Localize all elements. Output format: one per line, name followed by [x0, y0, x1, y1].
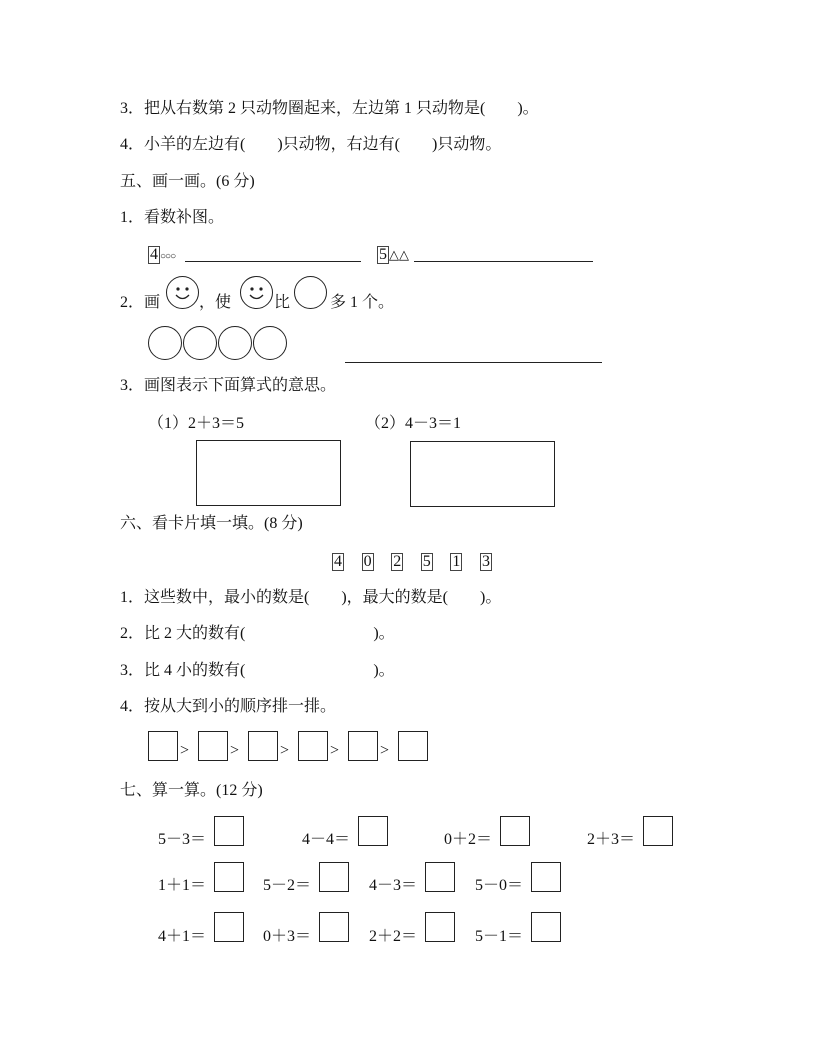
number-card: 2 — [393, 553, 402, 570]
equation: 2＋3＝ — [587, 831, 636, 848]
section-6-title: 六、看卡片填一填。(8 分) — [120, 515, 303, 532]
answer-box[interactable] — [214, 862, 244, 892]
smiley-icon — [240, 276, 273, 309]
equation-1: （1）2＋3＝5 — [148, 415, 245, 432]
section-5-q2-mid1: ，使 — [199, 294, 232, 311]
circle-shapes: ○○○ — [160, 251, 176, 262]
drawing-box-1[interactable] — [196, 440, 341, 506]
answer-box[interactable] — [531, 862, 561, 892]
answer-box[interactable] — [531, 912, 561, 942]
greater-than-sign: > — [180, 742, 190, 759]
answer-box[interactable] — [319, 862, 349, 892]
section-5-q2-suffix: 多 1 个。 — [330, 294, 395, 311]
equation: 4－3＝ — [369, 877, 418, 894]
number-card: 5 — [422, 553, 431, 570]
smiley-icon — [166, 276, 199, 309]
number-card: 4 — [150, 246, 158, 263]
question-4-3: 3．把从右数第 2 只动物圈起来，左边第 1 只动物是( )。 — [120, 100, 539, 117]
number-card: 1 — [452, 553, 461, 570]
equation: 4＋1＝ — [158, 928, 207, 945]
section-6-q4: 4．按从大到小的顺序排一排。 — [120, 698, 337, 715]
section-6-q2: 2．比 2 大的数有( )。 — [120, 625, 395, 642]
order-answer-box[interactable] — [198, 731, 228, 761]
answer-line-a[interactable] — [185, 261, 361, 262]
answer-box[interactable] — [319, 912, 349, 942]
equation-2: （2）4－3＝1 — [365, 415, 462, 432]
equation: 5－1＝ — [475, 928, 524, 945]
section-5-q2-mid2: 比 — [274, 294, 291, 311]
section-5-q1: 1．看数补图。 — [120, 209, 225, 226]
answer-line-b[interactable] — [414, 261, 593, 262]
equation: 5－3＝ — [158, 831, 207, 848]
equation: 5－2＝ — [263, 877, 312, 894]
number-card: 3 — [481, 553, 490, 570]
greater-than-sign: > — [280, 742, 290, 759]
order-answer-box[interactable] — [398, 731, 428, 761]
answer-box[interactable] — [425, 912, 455, 942]
answer-box[interactable] — [358, 816, 388, 846]
section-6-q1: 1．这些数中，最小的数是( )，最大的数是( )。 — [120, 589, 502, 606]
answer-line-q2[interactable] — [345, 362, 602, 363]
order-answer-box[interactable] — [298, 731, 328, 761]
number-card: 4 — [334, 553, 342, 570]
question-4-4: 4．小羊的左边有( )只动物，右边有( )只动物。 — [120, 136, 502, 153]
section-5-q3: 3．画图表示下面算式的意思。 — [120, 377, 337, 394]
equation: 4－4＝ — [302, 831, 351, 848]
equation: 0＋2＝ — [444, 831, 493, 848]
triangle-shapes: △△ — [389, 247, 409, 262]
answer-box[interactable] — [425, 862, 455, 892]
drawing-box-2[interactable] — [410, 441, 555, 507]
answer-box[interactable] — [214, 816, 244, 846]
section-6-q3: 3．比 4 小的数有( )。 — [120, 662, 395, 679]
greater-than-sign: > — [380, 742, 390, 759]
count-figure-b — [377, 244, 409, 266]
equation: 0＋3＝ — [263, 928, 312, 945]
circle-icon — [218, 326, 252, 360]
circle-icon — [294, 276, 327, 309]
circle-icon — [253, 326, 287, 360]
equation: 2＋2＝ — [369, 928, 418, 945]
answer-box[interactable] — [500, 816, 530, 846]
greater-than-sign: > — [330, 742, 340, 759]
answer-box[interactable] — [214, 912, 244, 942]
number-card: 0 — [363, 553, 372, 570]
order-answer-box[interactable] — [148, 731, 178, 761]
equation: 1＋1＝ — [158, 877, 207, 894]
number-card: 5 — [379, 246, 387, 263]
order-answer-box[interactable] — [248, 731, 278, 761]
answer-box[interactable] — [643, 816, 673, 846]
number-cards — [332, 553, 492, 571]
order-answer-box[interactable] — [348, 731, 378, 761]
circle-icon — [148, 326, 182, 360]
section-5-title: 五、画一画。(6 分) — [120, 173, 255, 190]
count-figure-a — [148, 244, 175, 268]
greater-than-sign: > — [230, 742, 240, 759]
circle-icon — [183, 326, 217, 360]
equation: 5－0＝ — [475, 877, 524, 894]
section-5-q2-prefix: 2．画 — [120, 294, 161, 311]
section-7-title: 七、算一算。(12 分) — [120, 782, 263, 799]
